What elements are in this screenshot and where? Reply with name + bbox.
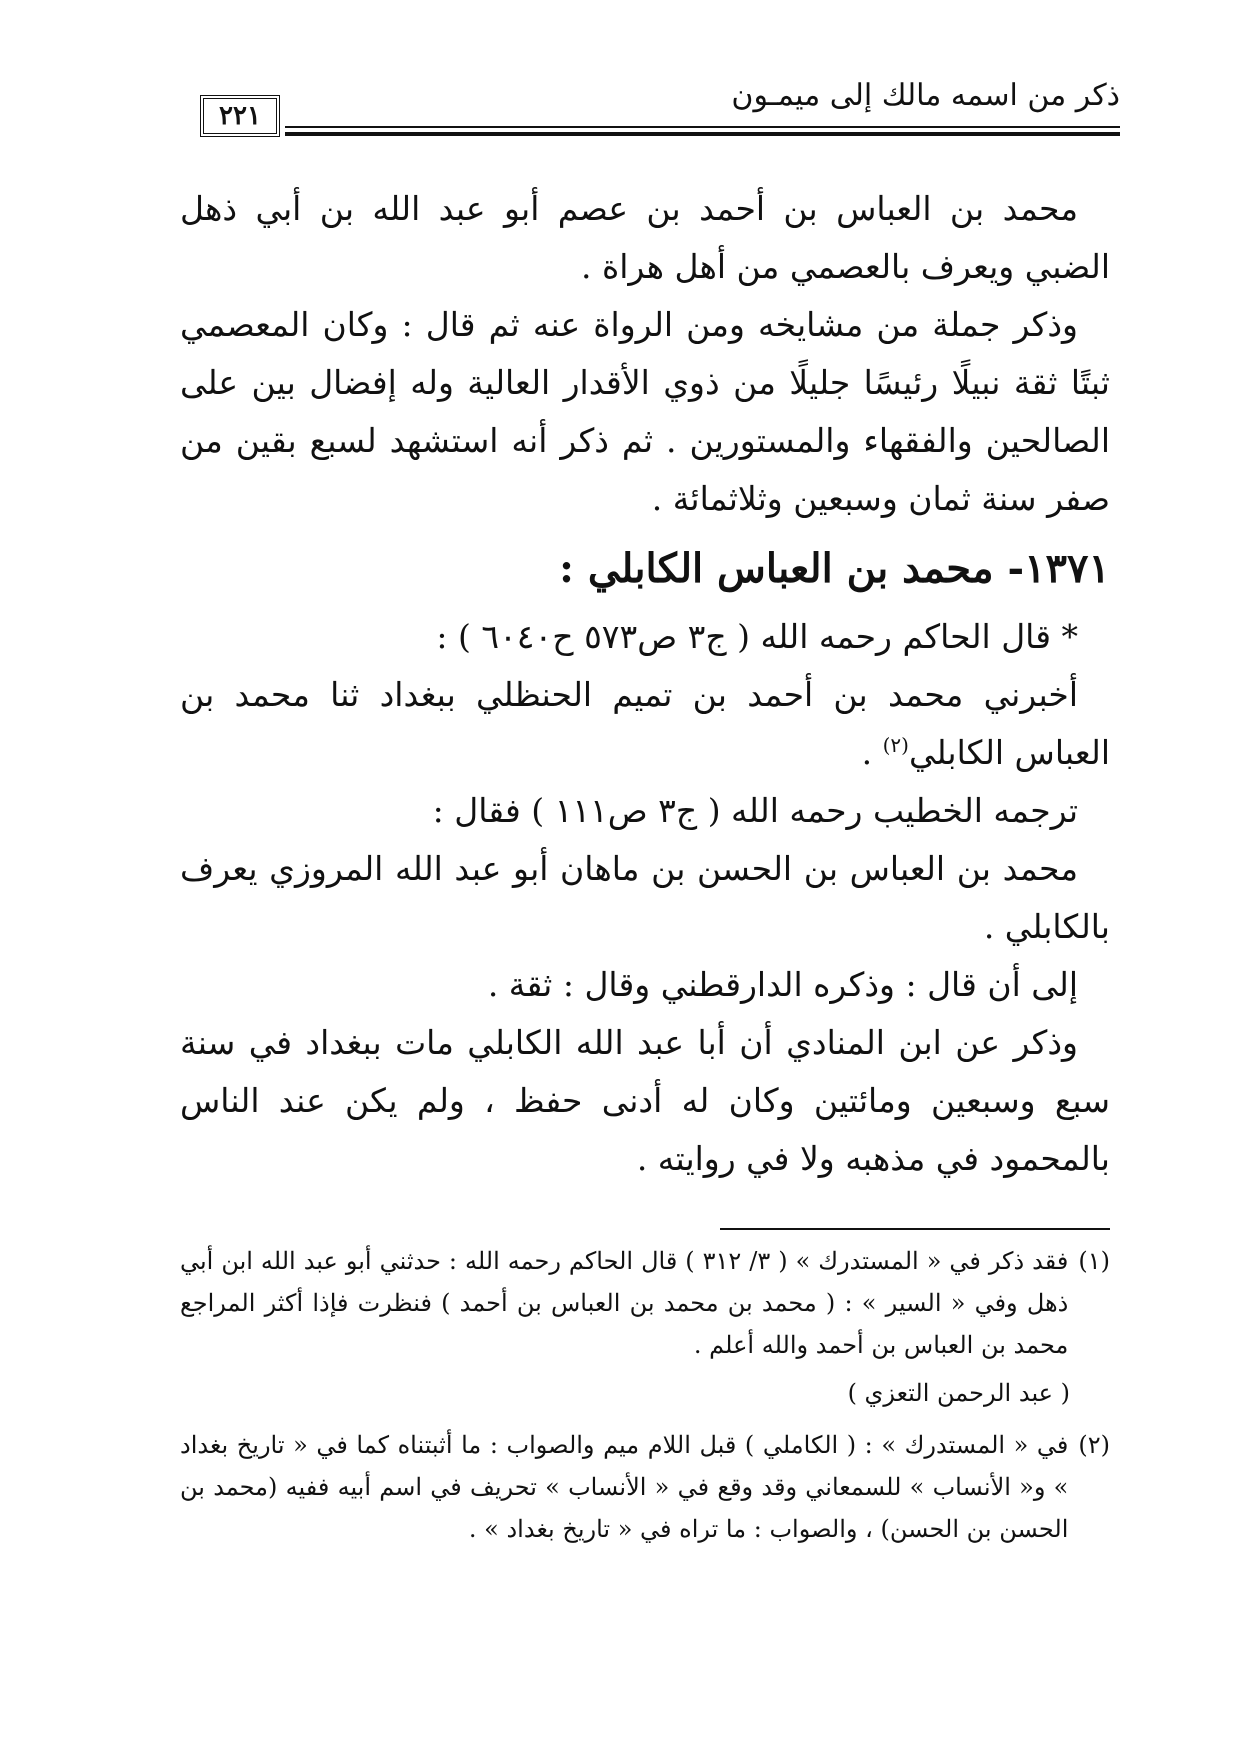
footnotes bbox=[180, 1240, 1110, 1550]
paragraph: وذكر جملة من مشايخه ومن الرواة عنه ثم قال : وكان المعصمي ثبتًا ثقة نبيلًا رئيسًا جليلًا من ذوي الأقدار العالية وله إفضال بين على الصالحين والفقهاء والمستورين . ثم ذكر أنه استشهد لسبع بقين من صفر سنة ثمان وسبعين وثلاثمائة . bbox=[180, 305, 1110, 518]
paragraph: إلى أن قال : وذكره الدارقطني وقال : ثقة . bbox=[487, 965, 1078, 1004]
main-text bbox=[180, 180, 1110, 1188]
paragraph bbox=[180, 666, 1110, 782]
paragraph: وذكر عن ابن المنادي أن أبا عبد الله الكابلي مات ببغداد في سنة سبع وسبعين ومائتين وكان له أدنى حفظ ، ولم يكن عند الناس بالمحمود في مذهبه ولا في روايته . bbox=[180, 1023, 1110, 1178]
paragraph: محمد بن العباس بن الحسن بن ماهان أبو عبد الله المروزي يعرف بالكابلي . bbox=[180, 849, 1110, 946]
footnote-text: في « المستدرك » : ( الكاملي ) قبل اللام ميم والصواب : ما أثبتناه كما في « تاريخ بغداد » و« الأنساب » للسمعاني وقد وقع في « الأنساب » تحريف في اسم أبيه ففيه (محمد بن الحسن بن الحسن) ، والصواب : ما تراه في « تاريخ بغداد » . bbox=[180, 1431, 1069, 1543]
footnote-text: فقد ذكر في « المستدرك » ( ٣/ ٣١٢ ) قال الحاكم رحمه الله : حدثني أبو عبد الله ابن أبي ذهل وفي « السير » : ( محمد بن محمد بن العباس بن أحمد ) فنظرت فإذا أكثر المراجع محمد بن العباس بن أحمد والله أعلم . bbox=[180, 1247, 1069, 1359]
paragraph-text: أخبرني محمد بن أحمد بن تميم الحنظلي ببغداد ثنا محمد بن العباس الكابلي bbox=[180, 675, 1110, 772]
paragraph: محمد بن العباس بن أحمد بن عصم أبو عبد الله بن أبي ذهل الضبي ويعرف بالعصمي من أهل هراة . bbox=[180, 189, 1110, 286]
footnote-1 bbox=[180, 1240, 1110, 1366]
page-header bbox=[190, 70, 1120, 150]
source-citation: ترجمه الخطيب رحمه الله ( ج٣ ص١١١ ) فقال : bbox=[432, 791, 1078, 830]
footnote-number: (٢) bbox=[1078, 1431, 1110, 1459]
footnote-separator bbox=[720, 1228, 1110, 1230]
footnote-number: (١) bbox=[1078, 1247, 1110, 1275]
entry-title: ١٣٧١- محمد بن العباس الكابلي : bbox=[559, 545, 1110, 592]
footnote-2 bbox=[180, 1424, 1110, 1550]
paragraph-end: . bbox=[861, 733, 883, 772]
footnote-ref: (٢) bbox=[882, 733, 909, 757]
header-rule bbox=[285, 126, 1120, 136]
running-title: ذكر من اسمه مالك إلى ميمـون bbox=[731, 78, 1120, 113]
page-number: ٢٢١ bbox=[200, 95, 280, 137]
source-citation: * قال الحاكم رحمه الله ( ج٣ ص٥٧٣ ح٦٠٤٠ ) : bbox=[436, 617, 1078, 656]
footnote-signature: ( عبد الرحمن التعزي ) bbox=[847, 1379, 1070, 1407]
